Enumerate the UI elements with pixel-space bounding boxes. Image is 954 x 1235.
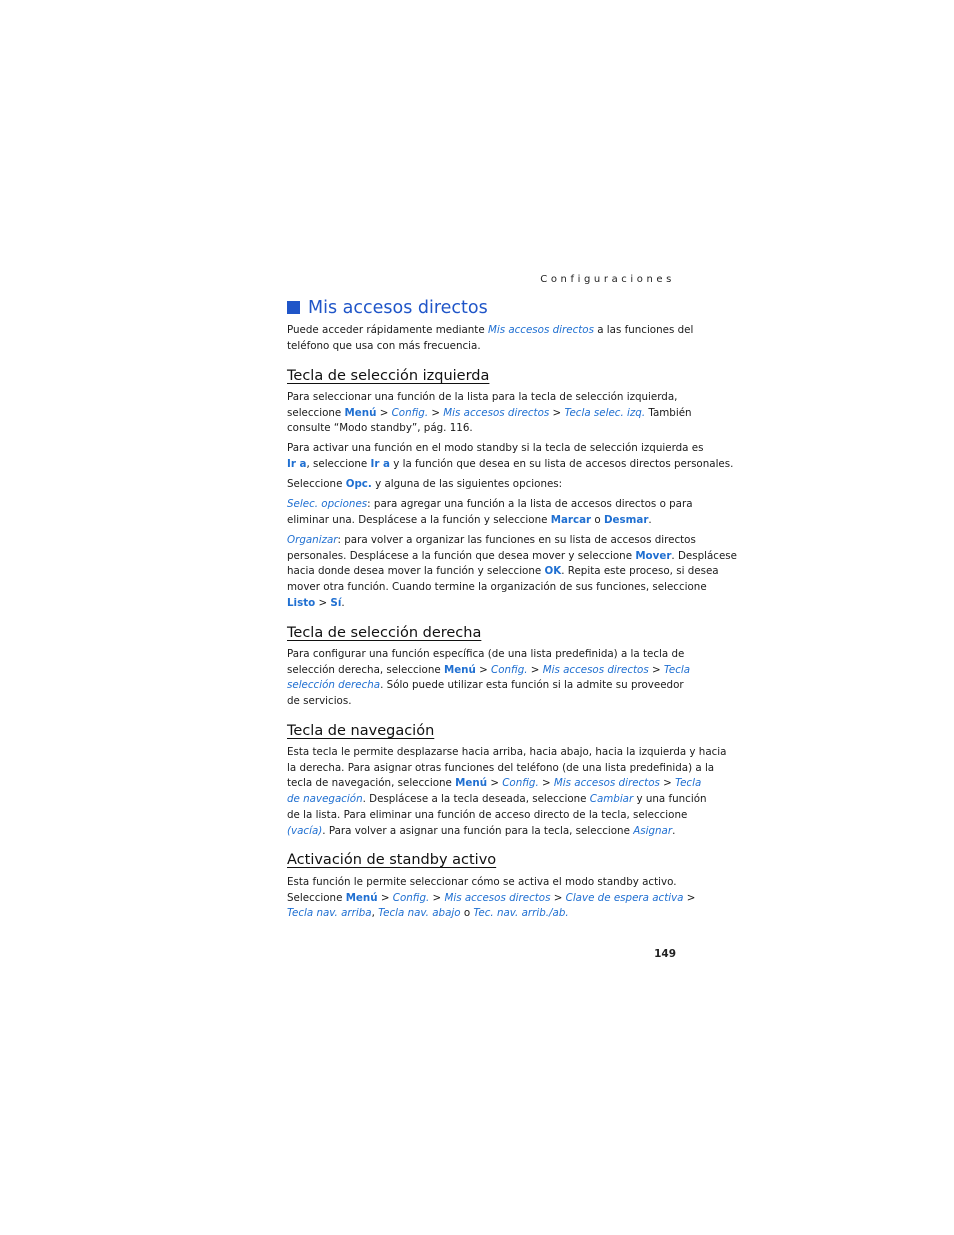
link-mis-accesos-directos[interactable]: Mis accesos directos (487, 324, 594, 336)
separator: > (428, 406, 444, 419)
separator: > (549, 406, 565, 419)
text: o (591, 513, 604, 526)
text: . Desplácese a la tecla deseada, seleccione (362, 793, 590, 806)
tecla-navegacion-link[interactable]: Tecla (675, 777, 702, 790)
option-selec-opciones (287, 497, 693, 528)
text: . (341, 596, 345, 609)
config-link[interactable]: Config. (392, 891, 430, 904)
vacia-link[interactable]: (vacía) (287, 824, 323, 837)
text: hacia donde desea mover la función y seleccione (287, 565, 545, 578)
heading-tecla-seleccion-izquierda: Tecla de selección izquierda (287, 368, 490, 384)
menu-link[interactable]: Menú (345, 891, 378, 904)
text: de la lista. Para eliminar una función de acceso directo de la tecla, seleccione (287, 808, 688, 821)
section-title-text: Mis accesos directos (308, 298, 488, 318)
paragraph-izq-3 (287, 477, 679, 493)
text: la derecha. Para asignar otras funciones del teléfono (de una lista predefinida) a la (287, 761, 715, 774)
clave-espera-link[interactable]: Clave de espera activa (565, 891, 684, 904)
desmar-link[interactable]: Desmar (603, 513, 649, 526)
mis-accesos-link[interactable]: Mis accesos directos (443, 406, 550, 419)
option-organizar (287, 533, 737, 612)
separator: > (377, 891, 393, 904)
text: teléfono que usa con más frecuencia. (287, 339, 481, 352)
text: : para agregar una función a la lista de accesos directos o para (367, 498, 693, 510)
text: seleccione (287, 406, 345, 419)
marcar-link[interactable]: Marcar (550, 513, 592, 526)
separator: > (376, 406, 392, 419)
text: Esta tecla le permite desplazarse hacia arriba, hacia abajo, hacia la izquierda y hacia (287, 746, 727, 758)
text: eliminar una. Desplácese a la función y seleccione (287, 513, 551, 526)
text: selección derecha, seleccione (287, 663, 444, 676)
separator: > (475, 663, 492, 676)
listo-link[interactable]: Listo (287, 596, 316, 609)
text: a las funciones del (593, 324, 694, 336)
tec-nav-arrib-ab-link[interactable]: Tec. nav. arrib./ab. (473, 907, 569, 920)
text: Seleccione (287, 478, 346, 490)
cambiar-link[interactable]: Cambiar (589, 793, 634, 806)
text: o (460, 907, 474, 920)
page-number: 149 (654, 948, 676, 960)
text: . Desplácese (671, 549, 737, 562)
text: , seleccione (306, 457, 371, 470)
separator: > (429, 891, 445, 904)
asignar-link[interactable]: Asignar (633, 824, 673, 837)
text: y la función que desea en su lista de accesos directos personales. (389, 457, 734, 470)
menu-link[interactable]: Menú (443, 663, 476, 676)
text: y una función (633, 793, 707, 806)
separator: > (550, 891, 566, 904)
section-title (287, 297, 677, 319)
mis-accesos-link[interactable]: Mis accesos directos (553, 777, 660, 790)
text: : para volver a organizar las funciones en su lista de accesos directos (337, 534, 696, 546)
intro-paragraph (287, 323, 694, 354)
text: También (645, 406, 692, 419)
text: . Repita este proceso, si desea (561, 565, 719, 578)
tecla-navegacion-link[interactable]: de navegación (287, 793, 363, 806)
running-head: Configuraciones (540, 274, 675, 285)
config-link[interactable]: Config. (391, 406, 429, 419)
organizar-link[interactable]: Organizar (287, 534, 338, 546)
config-link[interactable]: Config. (491, 663, 528, 676)
tecla-selec-izq-link[interactable]: Tecla selec. izq. (564, 406, 646, 419)
mis-accesos-link[interactable]: Mis accesos directos (542, 663, 649, 676)
text: Para configurar una función específica (de una lista predefinida) a la tecla de (287, 648, 685, 660)
text: Para activar una función en el modo standby si la tecla de selección izquierda es (287, 442, 704, 454)
text: mover otra función. Cuando termine la organización de sus funciones, seleccione (287, 581, 707, 594)
text: de servicios. (287, 695, 352, 708)
heading-activacion-standby: Activación de standby activo (287, 852, 497, 868)
menu-link[interactable]: Menú (344, 406, 377, 419)
separator: > (648, 663, 664, 676)
separator: > (683, 891, 696, 904)
text: Seleccione (287, 891, 346, 904)
paragraph-izq-2 (287, 441, 734, 472)
tecla-seleccion-derecha-link[interactable]: Tecla (663, 663, 691, 676)
separator: > (527, 663, 543, 676)
mover-link[interactable]: Mover (635, 549, 672, 562)
si-link[interactable]: Sí (330, 596, 342, 609)
text: . Sólo puede utilizar esta función si la admite su proveedor (380, 679, 684, 692)
separator: > (487, 777, 503, 790)
tecla-nav-abajo-link[interactable]: Tecla nav. abajo (378, 907, 461, 920)
ok-link[interactable]: OK (544, 565, 562, 578)
mis-accesos-link[interactable]: Mis accesos directos (444, 891, 551, 904)
ir-a-link[interactable]: Ir a (287, 457, 307, 470)
text: consulte “Modo standby”, pág. 116. (287, 422, 473, 435)
paragraph-standby (287, 875, 696, 922)
text: Puede acceder rápidamente mediante (287, 324, 488, 336)
heading-tecla-navegacion: Tecla de navegación (287, 723, 435, 739)
paragraph-derecha (287, 647, 691, 710)
text: . (672, 824, 676, 837)
tecla-nav-arriba-link[interactable]: Tecla nav. arriba (287, 907, 372, 920)
text: Esta función le permite seleccionar cómo se activa el modo standby activo. (287, 876, 677, 888)
separator: > (538, 777, 554, 790)
blue-square-bullet (287, 301, 300, 314)
paragraph-izq-1 (287, 390, 692, 437)
selec-opciones-link[interactable]: Selec. opciones (287, 498, 368, 510)
config-link[interactable]: Config. (502, 777, 539, 790)
text: personales. Desplácese a la función que desea mover y seleccione (287, 549, 636, 562)
text: . (648, 513, 652, 526)
opc-link[interactable]: Opc. (345, 478, 372, 490)
paragraph-navegacion (287, 745, 727, 839)
ir-a-link[interactable]: Ir a (370, 457, 390, 470)
text: y alguna de las siguientes opciones: (371, 478, 563, 490)
menu-link[interactable]: Menú (455, 777, 488, 790)
text: Para seleccionar una función de la lista para la tecla de selección izquierda, (287, 391, 678, 403)
tecla-seleccion-derecha-link[interactable]: selección derecha (287, 679, 381, 692)
text: , (371, 907, 379, 920)
separator: > (315, 596, 331, 609)
separator: > (659, 777, 676, 790)
text: . Para volver a asignar una función para la tecla, seleccione (322, 824, 634, 837)
text: tecla de navegación, seleccione (287, 777, 456, 790)
heading-tecla-seleccion-derecha: Tecla de selección derecha (287, 625, 482, 641)
